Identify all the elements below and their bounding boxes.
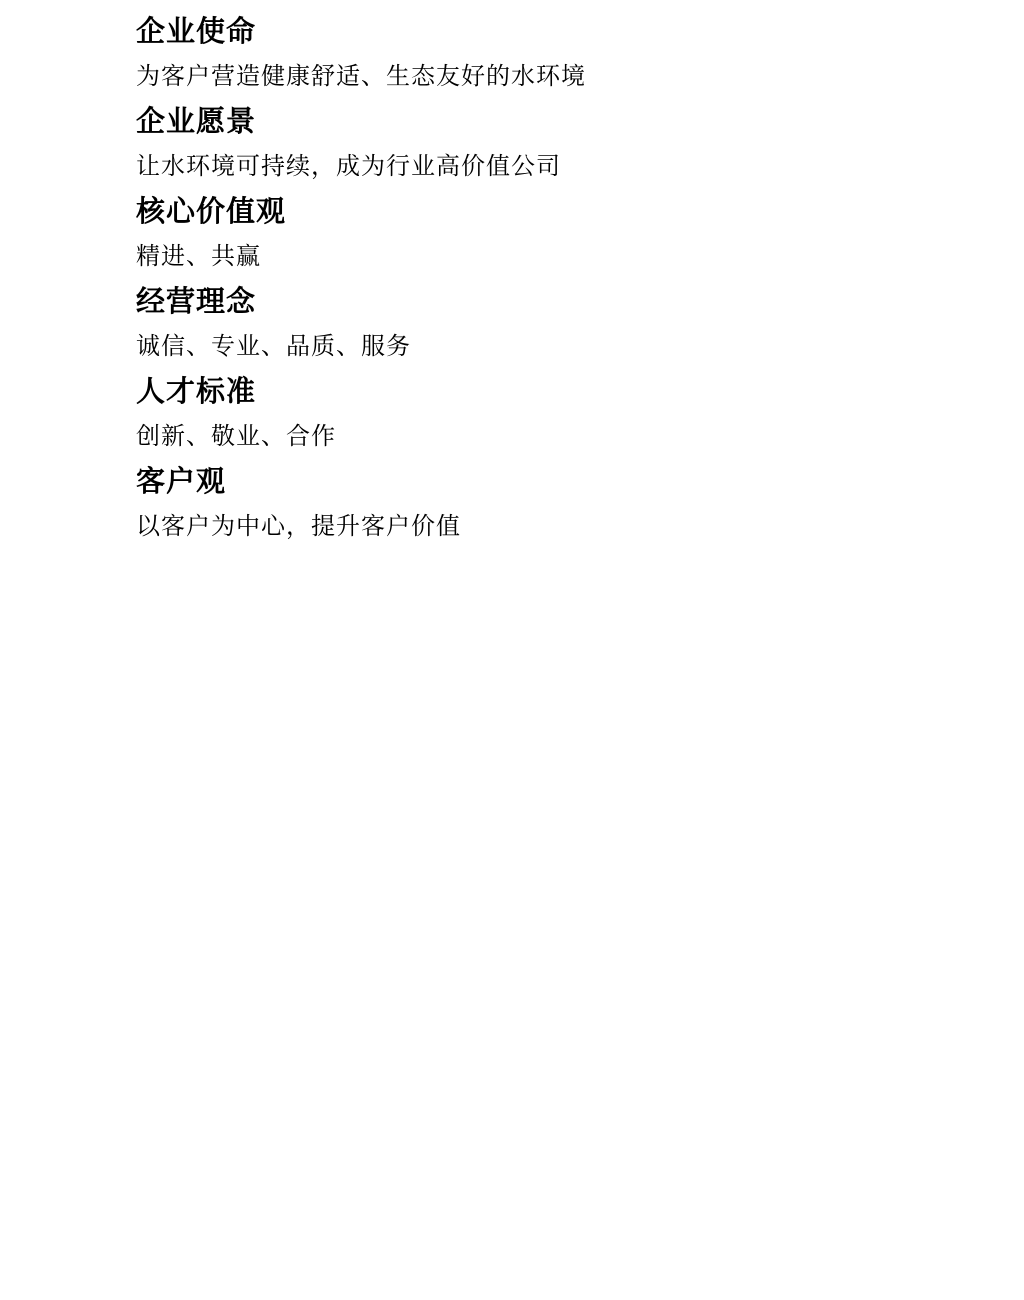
section-vision	[136, 100, 964, 190]
section-talent-standard	[136, 370, 964, 460]
section-mission	[136, 10, 964, 100]
section-heading: 人才标准	[136, 376, 257, 408]
section-core-values	[136, 190, 964, 280]
section-body: 为客户营造健康舒适、生态友好的水环境	[136, 64, 586, 90]
section-business-philosophy	[136, 280, 964, 370]
section-heading: 经营理念	[136, 286, 257, 318]
section-heading: 客户观	[136, 466, 227, 498]
section-customer-view	[136, 460, 964, 550]
section-body: 让水环境可持续，成为行业高价值公司	[136, 154, 561, 180]
section-body: 以客户为中心，提升客户价值	[136, 514, 461, 540]
section-body: 创新、敬业、合作	[136, 424, 336, 450]
section-heading: 企业愿景	[136, 106, 257, 138]
section-heading: 企业使命	[136, 16, 257, 48]
section-heading: 核心价值观	[136, 196, 287, 228]
section-body: 诚信、专业、品质、服务	[136, 334, 411, 360]
section-body: 精进、共赢	[136, 244, 261, 270]
